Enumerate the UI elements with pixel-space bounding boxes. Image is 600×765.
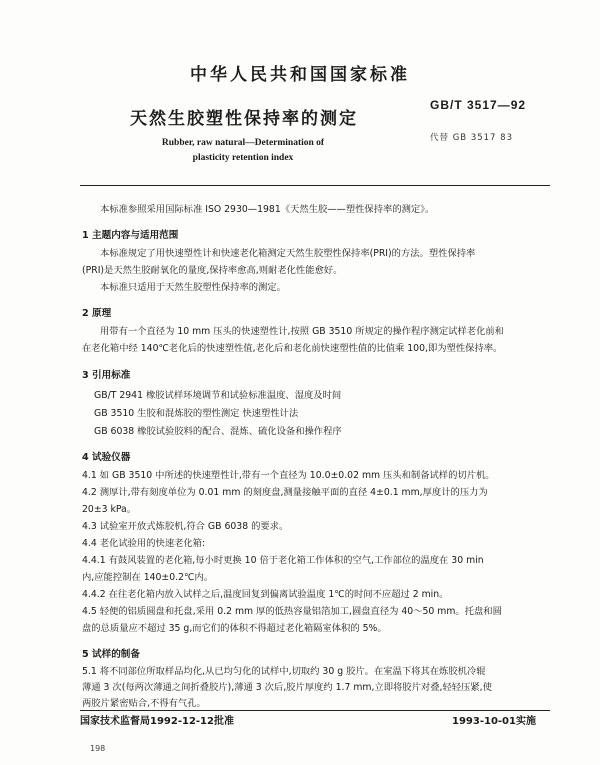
reference-item: GB/T 2941 橡胶试样环境调节和试验标准温度、湿度及时间 bbox=[94, 390, 342, 401]
clause-4-5: 4.5 轻便的铝质圆盘和托盘,采用 0.2 mm 厚的低热容量铝箔加工,圆盘直径为 40～50 mm。托盘和圆 bbox=[82, 606, 502, 617]
document-title-cn: 天然生胶塑性保持率的测定 bbox=[130, 109, 358, 129]
standard-number: GB/T 3517—92 bbox=[430, 98, 527, 112]
clause-4-4: 4.4 老化试验用的快速老化箱: bbox=[82, 538, 206, 549]
footer-divider bbox=[80, 710, 550, 711]
section-1-heading: 1 主题内容与适用范围 bbox=[82, 230, 179, 241]
page-number: 198 bbox=[90, 744, 106, 753]
section-2-heading: 2 原理 bbox=[82, 308, 112, 319]
reference-item: GB 3510 生胶和混炼胶的塑性测定 快速塑性计法 bbox=[94, 408, 299, 419]
section-4-heading: 4 试验仪器 bbox=[82, 452, 131, 463]
replaces-note: 代替 GB 3517 83 bbox=[430, 133, 513, 143]
section-1-para-1a: 本标准规定了用快速塑性计和快速老化箱测定天然生胶塑性保持率(PRI)的方法。塑性保持率 bbox=[100, 248, 476, 259]
clause-4-4-1-cont: 内,应能控制在 140±0.2℃内。 bbox=[82, 572, 214, 583]
clause-4-5-cont: 盘的总质量应不超过 35 g,而它们的体积不得超过老化箱隔室体积的 5%。 bbox=[82, 623, 387, 634]
section-2-para-1a: 用带有一个直径为 10 mm 压头的快速塑性计,按照 GB 3510 所规定的操作程序测定试样老化前和 bbox=[100, 326, 504, 337]
clause-5-1-cont-2: 两胶片紧密贴合,不得有气孔。 bbox=[82, 698, 206, 709]
clause-4-3: 4.3 试验室开放式炼胶机,符合 GB 6038 的要求。 bbox=[82, 521, 289, 532]
clause-5-1-cont-1: 薄通 3 次(每两次薄通之间折叠胶片),薄通 3 次后,胶片厚度约 1.7 mm,立即将胶片对叠,轻轻压紧,使 bbox=[82, 682, 492, 693]
clause-4-4-2: 4.4.2 在往老化箱内放入试样之后,温度回复到偏离试验温度 1℃的时间不应超过 2 min。 bbox=[82, 589, 449, 600]
section-2-para-1b: 在老化箱中经 140℃老化后的快速塑性值,老化后和老化前快速塑性值的比值乘 100,即为塑性保持率。 bbox=[82, 343, 503, 354]
section-1-para-2: 本标准只适用于天然生胶塑性保持率的测定。 bbox=[100, 282, 286, 293]
title-en-line2: plasticity retention index bbox=[192, 153, 294, 163]
clause-4-2-cont: 20±3 kPa。 bbox=[82, 504, 137, 515]
intro-paragraph: 本标准参照采用国际标准 ISO 2930—1981《天然生胶——塑性保持率的测定》。 bbox=[100, 204, 435, 215]
title-en-line1: Rubber, raw natural—Determination of bbox=[161, 138, 325, 148]
clause-5-1: 5.1 将不同部位所取样品均化,从已均匀化的试样中,切取约 30 g 胶片。在室温下将其在炼胶机冷辊 bbox=[82, 666, 486, 677]
header-divider bbox=[80, 185, 550, 186]
section-3-heading: 3 引用标准 bbox=[82, 370, 131, 381]
implementation-date: 1993-10-01实施 bbox=[452, 716, 536, 727]
clause-4-2: 4.2 测厚计,带有刻度单位为 0.01 mm 的刻度盘,测量接触平面的直径 4±0.1 mm,厚度计的压力为 bbox=[82, 487, 488, 498]
clause-4-4-1: 4.4.1 有鼓风装置的老化箱,每小时更换 10 倍于老化箱工作体积的空气,工作部位的温度在 30 min bbox=[82, 555, 484, 566]
approval-date: 国家技术监督局1992-12-12批准 bbox=[80, 716, 234, 727]
reference-item: GB 6038 橡胶试验胶料的配合、混炼、硫化设备和操作程序 bbox=[94, 426, 342, 437]
section-1-para-1b: (PRI)是天然生胶耐氧化的量度,保持率愈高,则耐老化性能愈好。 bbox=[82, 265, 343, 276]
standard-type-heading: 中华人民共和国国家标准 bbox=[190, 65, 410, 85]
clause-4-1: 4.1 如 GB 3510 中所述的快速塑性计,带有一个直径为 10.0±0.02 mm 压头和制备试样的切片机。 bbox=[82, 470, 495, 481]
document-title-en bbox=[158, 136, 328, 166]
section-5-heading: 5 试样的制备 bbox=[82, 649, 140, 660]
